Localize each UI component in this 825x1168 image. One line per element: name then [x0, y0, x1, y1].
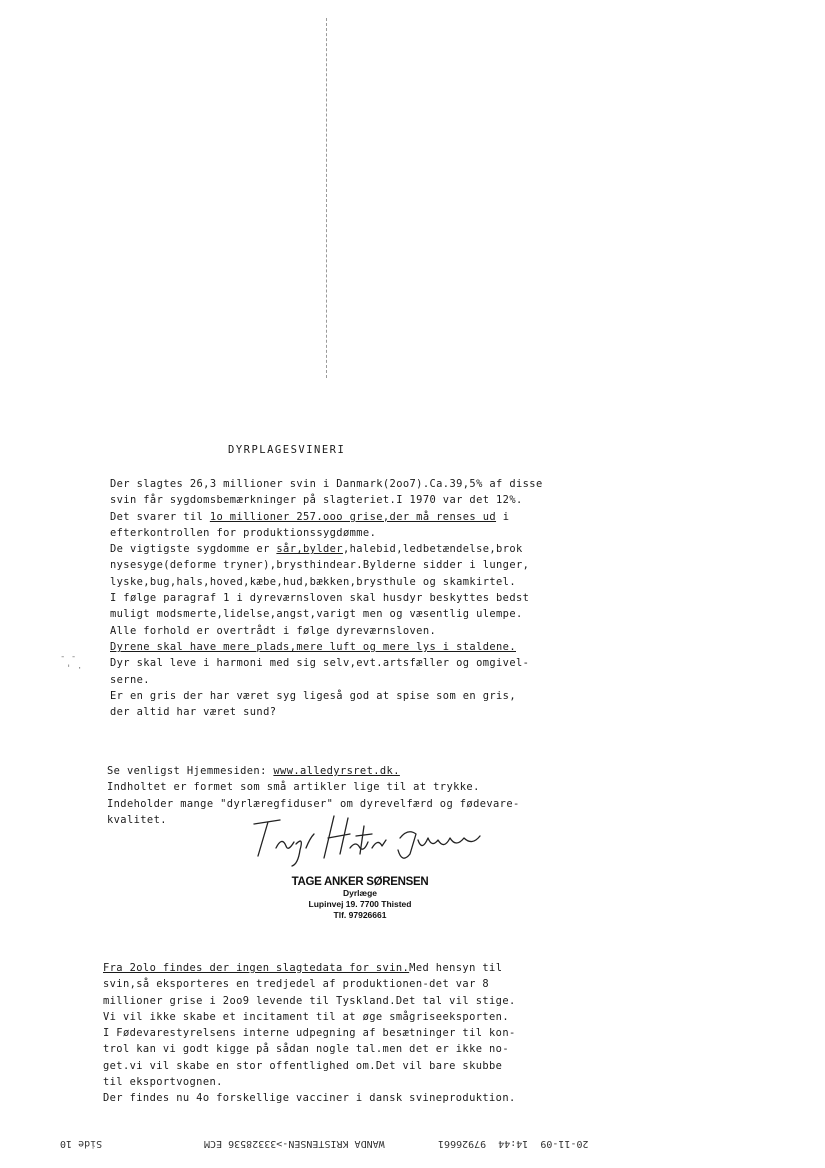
fold-line [326, 18, 327, 378]
paragraph-export: Fra 2olo findes der ingen slagtedata for svin.Med hensyn til svin,så eksporteres en tredjedel af produktionen-det var 8 millioner grise i 2oo9 levende til Tyskland.Det tal vil stige. Vi vil ikke skabe et incitament til at øge smågriseeksporten. I Fødevarestyrelsens interne udpegning af besætninger til kon- trol kan vi godt kigge på sådan nogle tal.men det er ikke no- get.vi vil skabe en stor offentlighed om.Det vil bare skubbe til eksportvognen. Der findes nu 4o forskellige vacciner i dansk svineproduktion. [103, 962, 516, 1105]
doctor-stamp [230, 876, 490, 921]
margin-mark: ‐ ‐ [60, 652, 77, 662]
margin-mark: ' · [66, 664, 83, 674]
website-link[interactable]: www.alledyrsret.dk. [273, 765, 400, 777]
document-title: DYRPLAGESVINERI [228, 444, 346, 456]
stamp-phone: Tlf. 97926661 [333, 910, 387, 920]
stamp-name: TAGE ANKER SØRENSEN [291, 876, 429, 888]
stamp-role: Dyrlæge [342, 888, 377, 898]
stamp-address: Lupinvej 19. 7700 Thisted [308, 899, 412, 909]
handwritten-signature [250, 808, 490, 868]
paragraph-website: Se venligst Hjemmesiden: www.alledyrsret.dk. Indholtet er formet som små artikler lige til at trykke. Indeholder mange "dyrlæregfiduser" om dyrevelfærd og fødevare- kvalitet. [107, 765, 520, 826]
paragraph-disease-statistics: Der slagtes 26,3 millioner svin i Danmark(2oo7).Ca.39,5% af disse svin får sygdomsbemærkninger på slagteriet.I 1970 var det 12%. Det svarer til 1o millioner 257.ooo grise,der må renses ud i efterkontrollen for produktionssygdømme. De vigtigste sygdomme er sår,bylder,halebid,ledbetændelse,brok nysesyge(deforme tryner),brysthindear.Bylderne sidder i lunger, lyske,bug,hals,hoved,kæbe,hud,bækken,brysthule og skamkirtel. I følge paragraf 1 i dyreværnsloven skal husdyr beskyttes bedst muligt modsmerte,lidelse,angst,varigt men og væsentlig ulempe. Alle forhold er overtrådt i følge dyreværnsloven. Dyrene skal have mere plads,mere luft og mere lys i staldene. Dyr skal leve i harmoni med sig selv,evt.artsfæller og omgivel- serne. Er en gris der har været syg ligeså god at spise som en gris, der altid har været sund? [110, 478, 543, 719]
fax-footer-sender: WANDA KRISTENSEN->33328536 ECM [204, 1138, 385, 1149]
fax-footer-page: Side 10 [60, 1138, 103, 1149]
fax-footer-datetime: 20-11-09 14:44 97926661 [438, 1138, 589, 1149]
